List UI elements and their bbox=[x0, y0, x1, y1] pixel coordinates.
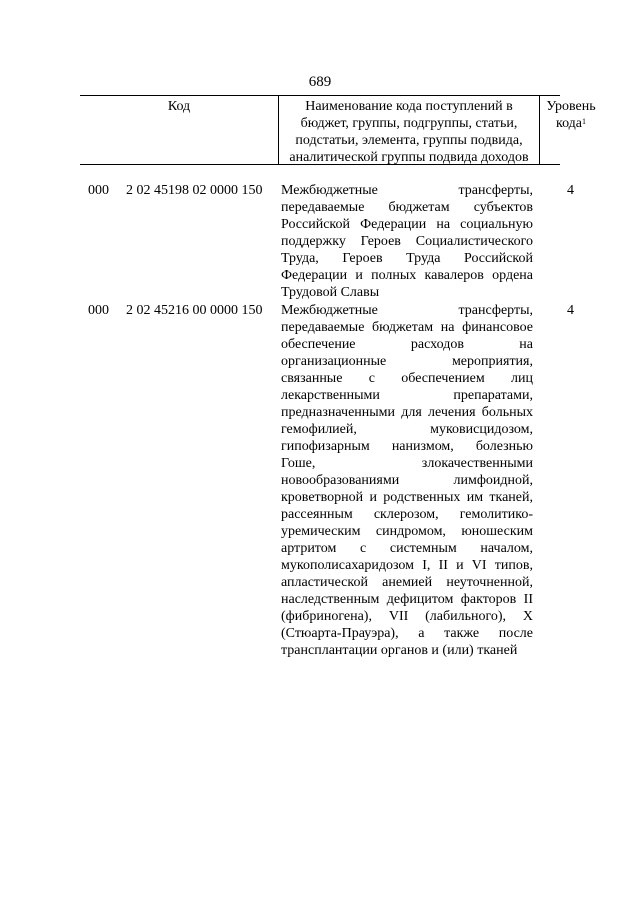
name-line: гемофилией, муковисцидозом, bbox=[281, 422, 533, 437]
revenue-name bbox=[281, 302, 533, 659]
table-header bbox=[80, 95, 596, 165]
name-line: мукополисахаридозом I, II и VI типов, bbox=[281, 558, 533, 573]
name-line: рассеянным склерозом, гемолитико- bbox=[281, 507, 533, 522]
admin-code: 000 bbox=[88, 183, 109, 198]
name-line: связанные с обеспечением лиц bbox=[281, 371, 533, 386]
name-line: наследственным дефицитом факторов II bbox=[281, 592, 533, 607]
name-line: трансплантации органов и (или) тканей bbox=[281, 643, 518, 658]
header-name-line: Наименование кода поступлений в bbox=[305, 99, 513, 114]
footnote-marker: 1 bbox=[582, 117, 587, 126]
page-number: 689 bbox=[308, 74, 332, 90]
name-line: Межбюджетные трансферты, bbox=[281, 303, 533, 318]
name-line: гипофизарным нанизмом, болезнью bbox=[281, 439, 533, 454]
name-line: предназначенными для лечения больных bbox=[281, 405, 533, 420]
name-line: передаваемые бюджетам на финансовое bbox=[281, 320, 533, 335]
name-line: Труда, Героев Труда Российской bbox=[281, 251, 533, 266]
name-line: (фибриногена), VII (лабильного), X bbox=[281, 609, 533, 624]
code-level: 4 bbox=[567, 303, 574, 318]
name-line: Российской Федерации на социальную bbox=[281, 217, 533, 232]
name-line: новообразованиями лимфоидной, bbox=[281, 473, 533, 488]
code-level: 4 bbox=[567, 183, 574, 198]
name-line: лекарственными препаратами, bbox=[281, 388, 533, 403]
header-name bbox=[279, 98, 539, 166]
header-level-line: кода$^1$ bbox=[555, 116, 587, 131]
header-level bbox=[540, 98, 602, 132]
name-line: Межбюджетные трансферты, bbox=[281, 183, 533, 198]
name-line: поддержку Героев Социалистического bbox=[281, 234, 533, 249]
header-code: Код bbox=[167, 99, 191, 114]
name-line: уремическим синдромом, юношеским bbox=[281, 524, 533, 539]
name-line: (Стюарта-Прауэра), а также после bbox=[281, 626, 533, 641]
name-line: Трудовой Славы bbox=[281, 285, 380, 300]
name-line: Федерации и полных кавалеров ордена bbox=[281, 268, 533, 283]
admin-code: 000 bbox=[88, 303, 109, 318]
revenue-code: 2 02 45198 02 0000 150 bbox=[126, 183, 263, 198]
name-line: передаваемые бюджетам субъектов bbox=[281, 200, 533, 215]
name-line: организационные мероприятия, bbox=[281, 354, 533, 369]
header-name-line: бюджет, группы, подгруппы, статьи, bbox=[300, 116, 518, 131]
name-line: артритом с системным началом, bbox=[281, 541, 533, 556]
revenue-name bbox=[281, 182, 533, 301]
name-line: кроветворной и родственных им тканей, bbox=[281, 490, 533, 505]
header-level-line: Уровень bbox=[546, 99, 596, 114]
revenue-code: 2 02 45216 00 0000 150 bbox=[126, 303, 263, 318]
header-name-line: подстатьи, элемента, группы подвида, bbox=[295, 133, 523, 148]
header-name-line: аналитической группы подвида доходов bbox=[289, 150, 529, 165]
name-line: обеспечение расходов на bbox=[281, 337, 533, 352]
name-line: Гоше, злокачественными bbox=[281, 456, 533, 471]
name-line: апластической анемией неуточненной, bbox=[281, 575, 533, 590]
